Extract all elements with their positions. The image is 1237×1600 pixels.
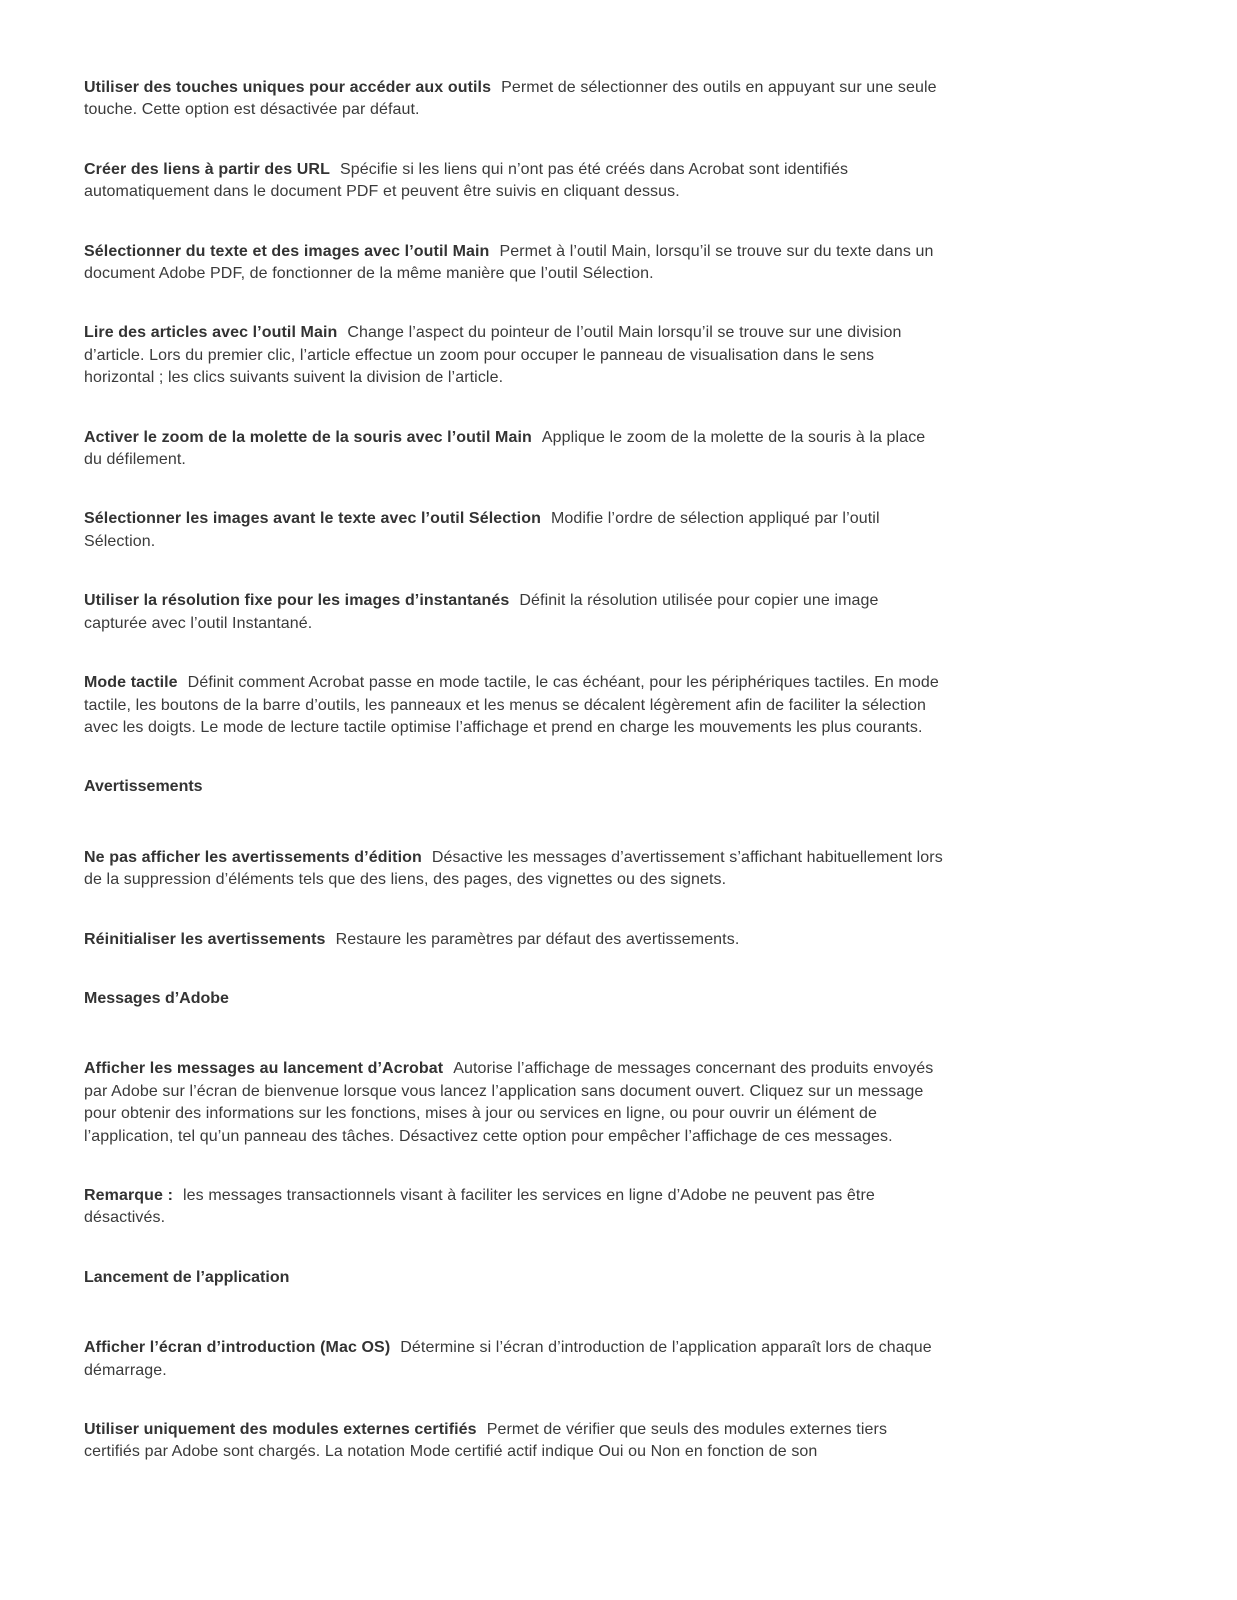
option-description: Autorise l’affichage de messages concernant des produits envoyés par Adobe sur l’écran de bienvenue lorsque vous lancez l’application sans document ouvert. Cliquez sur un message pour obtenir des informations sur les fonctions, mises à jour ou services en ligne, ou pour ouvrir un élément de l’application, tel qu’un panneau des tâches. Désactivez cette option pour empêcher l’affichage de ces messages. [84,1060,934,1145]
option-term: Créer des liens à partir des URL [84,160,330,178]
option-term: Remarque : [84,1186,174,1204]
document-page [84,77,944,1501]
option-entry [84,590,944,635]
section-heading: Avertissements [84,778,203,796]
option-description: Définit comment Acrobat passe en mode tactile, le cas échéant, pour les périphériques tactiles. En mode tactile, les boutons de la barre d’outils, les panneaux et les menus se décalent légèrement afin de faciliter la sélection avec les doigts. Le mode de lecture tactile optimise l’affichage et prend en charge les mouvements les plus courants. [84,674,939,736]
option-description: Définit la résolution utilisée pour copier une image capturée avec l’outil Instantané. [84,592,879,632]
section-heading: Messages d’Adobe [84,989,229,1007]
option-description: Restaure les paramètres par défaut des avertissements. [335,930,740,948]
option-term: Ne pas afficher les avertissements d’édition [84,848,422,866]
option-term: Utiliser la résolution fixe pour les images d’instantanés [84,592,510,610]
option-entry [84,847,944,892]
option-entry [84,1058,944,1148]
option-term: Réinitialiser les avertissements [84,930,326,948]
option-term: Lire des articles avec l’outil Main [84,324,338,342]
option-entry [84,1185,944,1230]
option-description: Permet de sélectionner des outils en appuyant sur une seule touche. Cette option est désactivée par défaut. [84,79,937,119]
option-description: Permet de vérifier que seuls des modules externes tiers certifiés par Adobe sont chargés. La notation Mode certifié actif indique Oui ou Non en fonction de son [84,1421,888,1461]
option-entry [84,241,944,286]
option-entry [84,672,944,739]
option-entry [84,1419,944,1464]
option-description: Applique le zoom de la molette de la souris à la place du défilement. [84,428,926,469]
option-description: Modifie l’ordre de sélection appliqué par l’outil Sélection. [84,510,880,550]
option-entry [84,322,944,389]
section-heading: Lancement de l’application [84,1268,290,1286]
option-entry [84,427,944,472]
option-entry [84,1337,944,1382]
option-description: Désactive les messages d’avertissement s’affichant habituellement lors de la suppression d’éléments tels que des liens, des pages, des vignettes ou des signets. [84,848,943,889]
option-term: Mode tactile [84,674,178,692]
option-description: Détermine si l’écran d’introduction de l’application apparaît lors de chaque démarrage. [84,1339,932,1379]
option-entry [84,159,944,204]
option-entry [84,77,944,122]
option-term: Activer le zoom de la molette de la souris avec l’outil Main [84,428,532,446]
option-entry [84,929,944,951]
option-term: Afficher l’écran d’introduction (Mac OS) [84,1339,391,1357]
option-term: Utiliser des touches uniques pour accéder aux outils [84,79,492,96]
option-entry [84,508,944,553]
option-term: Sélectionner du texte et des images avec l’outil Main [84,242,490,260]
option-description: Permet à l’outil Main, lorsqu’il se trouve sur du texte dans un document Adobe PDF, de fonctionner de la même manière que l’outil Sélection. [84,242,934,283]
option-description: Spécifie si les liens qui n’ont pas été créés dans Acrobat sont identifiés automatiquement dans le document PDF et peuvent être suivis en cliquant dessus. [84,160,849,201]
option-term: Utiliser uniquement des modules externes certifiés [84,1421,477,1438]
option-description: les messages transactionnels visant à faciliter les services en ligne d’Adobe ne peuvent pas être désactivés. [84,1186,875,1227]
option-term: Afficher les messages au lancement d’Acrobat [84,1060,444,1078]
option-term: Sélectionner les images avant le texte avec l’outil Sélection [84,510,541,528]
option-description: Change l’aspect du pointeur de l’outil Main lorsqu’il se trouve sur une division d’article. Lors du premier clic, l’article effectue un zoom pour occuper le panneau de visualisation dans le sens horizontal ; les clics suivants suivent la division de l’article. [84,324,902,387]
